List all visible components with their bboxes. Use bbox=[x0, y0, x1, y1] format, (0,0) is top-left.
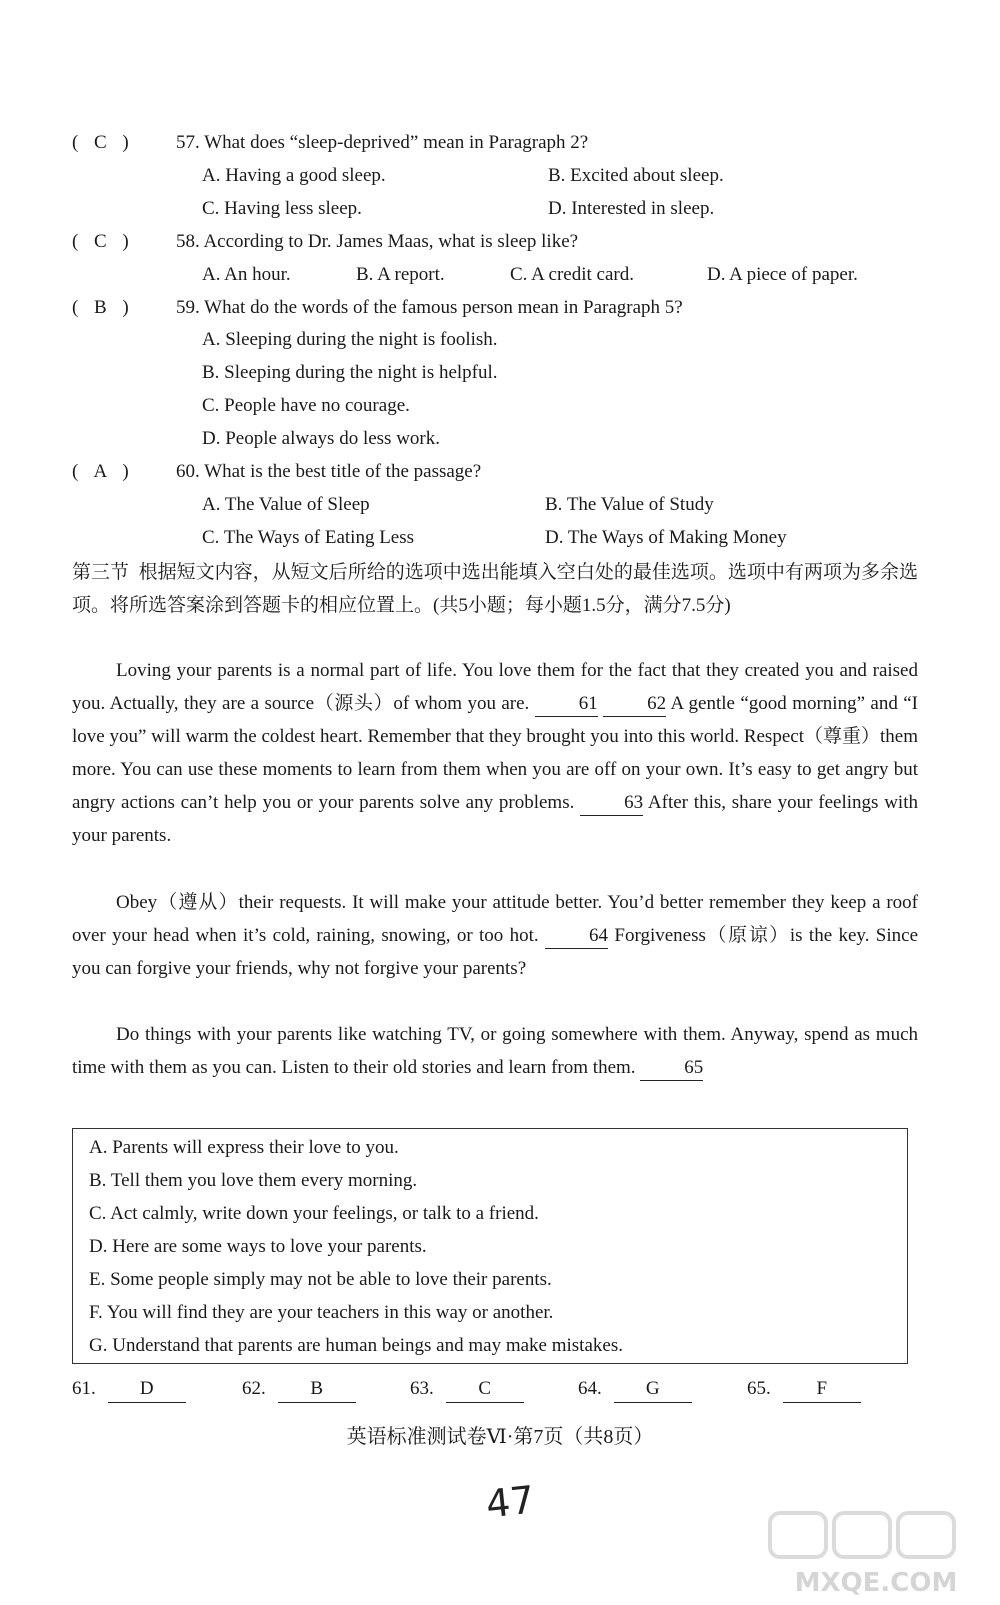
question-59 bbox=[72, 295, 683, 321]
choice-b: B. Tell them you love them every morning. bbox=[89, 1170, 418, 1191]
answer-number: 64. bbox=[578, 1378, 602, 1399]
section-text: 根据短文内容，从短文后所给的选项中选出能填入空白处的最佳选项。选项中有两项为多余选项。将所选答案涂到答题卡的相应位置上。(共5小题；每小题1.5分，满分7.5分) bbox=[72, 562, 918, 616]
answer-paren: ( B ) bbox=[72, 295, 176, 321]
option: A. Sleeping during the night is foolish. bbox=[202, 329, 498, 350]
choice-f: F. You will find they are your teachers in this way or another. bbox=[89, 1302, 554, 1323]
question-number: 57. bbox=[176, 132, 200, 153]
answer-letter: B bbox=[93, 297, 107, 318]
blank-63: 63 bbox=[580, 791, 643, 816]
answer-number: 61. bbox=[72, 1378, 96, 1399]
passage-text: Forgiveness（原谅）is the key. Since you can forgive your friends, why not forgive your parents? bbox=[72, 925, 919, 979]
choice-g: G. Understand that parents are human beings and may make mistakes. bbox=[89, 1335, 623, 1356]
choice-d: D. Here are some ways to love your parents. bbox=[89, 1236, 427, 1257]
section-instructions bbox=[72, 556, 918, 622]
answer-paren: ( C ) bbox=[72, 229, 176, 255]
passage-paragraph-1 bbox=[72, 654, 918, 852]
answer-letter: C bbox=[93, 132, 107, 153]
answer-value: D bbox=[108, 1376, 186, 1403]
option: C. The Ways of Eating Less bbox=[202, 527, 415, 548]
section-label: 第三节 bbox=[72, 562, 130, 583]
choices-box bbox=[72, 1128, 908, 1364]
answer-62 bbox=[242, 1376, 356, 1403]
answer-63 bbox=[410, 1376, 524, 1403]
passage-paragraph-2 bbox=[72, 886, 918, 985]
question-number: 60. bbox=[176, 461, 200, 482]
question-number: 58. bbox=[176, 231, 200, 252]
answer-value: F bbox=[783, 1376, 861, 1403]
handwritten-page-number: 47 bbox=[483, 1477, 537, 1527]
option: C. Having less sleep. bbox=[202, 198, 362, 219]
option: D. People always do less work. bbox=[202, 428, 440, 449]
answer-number: 62. bbox=[242, 1378, 266, 1399]
option: B. Excited about sleep. bbox=[548, 165, 724, 186]
option: B. The Value of Study bbox=[545, 494, 714, 515]
option: D. Interested in sleep. bbox=[548, 198, 715, 219]
answer-64 bbox=[578, 1376, 692, 1403]
question-text: What do the words of the famous person mean in Paragraph 5? bbox=[204, 297, 683, 318]
question-58 bbox=[72, 229, 578, 255]
answer-paren: ( C ) bbox=[72, 130, 176, 156]
option: A. Having a good sleep. bbox=[202, 165, 386, 186]
question-number: 59. bbox=[176, 297, 200, 318]
question-text: According to Dr. James Maas, what is sleep like? bbox=[203, 231, 579, 252]
option: C. People have no courage. bbox=[202, 395, 410, 416]
answer-number: 65. bbox=[747, 1378, 771, 1399]
question-text: What is the best title of the passage? bbox=[204, 461, 482, 482]
answer-value: B bbox=[278, 1376, 356, 1403]
passage-text: Do things with your parents like watching TV, or going somewhere with them. Anyway, spend as much time with them as you can. Listen to their old stories and learn from them. bbox=[72, 1024, 918, 1078]
passage-text: A gentle “good morning” and “I love you” will warm the coldest heart. Remember that they brought you into this world. Respect（尊重）them more. You can use these moments to learn from them when you are off on your own. It’s easy to get angry but angry actions can’t help you or your parents solve any problems. bbox=[72, 693, 919, 813]
answer-letter: C bbox=[93, 231, 107, 252]
option: D. A piece of paper. bbox=[707, 264, 858, 285]
question-60 bbox=[72, 459, 481, 485]
choice-a: A. Parents will express their love to you. bbox=[89, 1137, 399, 1158]
answer-number: 63. bbox=[410, 1378, 434, 1399]
option: D. The Ways of Making Money bbox=[545, 527, 787, 548]
option: B. A report. bbox=[356, 264, 445, 285]
option: B. Sleeping during the night is helpful. bbox=[202, 362, 498, 383]
passage-paragraph-3 bbox=[72, 1018, 918, 1084]
passage-text: After this, share your feelings with your parents. bbox=[72, 792, 918, 846]
answer-value: G bbox=[614, 1376, 692, 1403]
answer-letter: A bbox=[93, 461, 108, 482]
page-footer: 英语标准测试卷Ⅵ·第7页（共8页） bbox=[346, 1426, 654, 1448]
blank-65: 65 bbox=[640, 1056, 703, 1081]
blank-64: 64 bbox=[545, 924, 608, 949]
blank-62: 62 bbox=[603, 692, 666, 717]
option: A. The Value of Sleep bbox=[202, 494, 370, 515]
question-text: What does “sleep-deprived” mean in Paragraph 2? bbox=[204, 132, 589, 153]
svg-text:MXQE.COM: MXQE.COM bbox=[794, 1568, 958, 1598]
watermark-logo bbox=[766, 1509, 986, 1599]
answer-65 bbox=[747, 1376, 861, 1403]
choice-c: C. Act calmly, write down your feelings, or talk to a friend. bbox=[89, 1203, 539, 1224]
answer-61 bbox=[72, 1376, 186, 1403]
answer-paren: ( A ) bbox=[72, 459, 176, 485]
answer-value: C bbox=[446, 1376, 524, 1403]
choice-e: E. Some people simply may not be able to love their parents. bbox=[89, 1269, 552, 1290]
option: A. An hour. bbox=[202, 264, 291, 285]
blank-61: 61 bbox=[535, 692, 598, 717]
option: C. A credit card. bbox=[510, 264, 634, 285]
passage-text: Obey（遵从）their requests. It will make your attitude better. You’d better remember they keep a roof over your head when it’s cold, raining, snowing, or too hot. bbox=[72, 892, 918, 946]
question-57 bbox=[72, 130, 588, 156]
passage-text: Loving your parents is a normal part of life. You love them for the fact that they created you and raised you. Actually, they are a source（源头）of whom you are. bbox=[72, 660, 918, 714]
